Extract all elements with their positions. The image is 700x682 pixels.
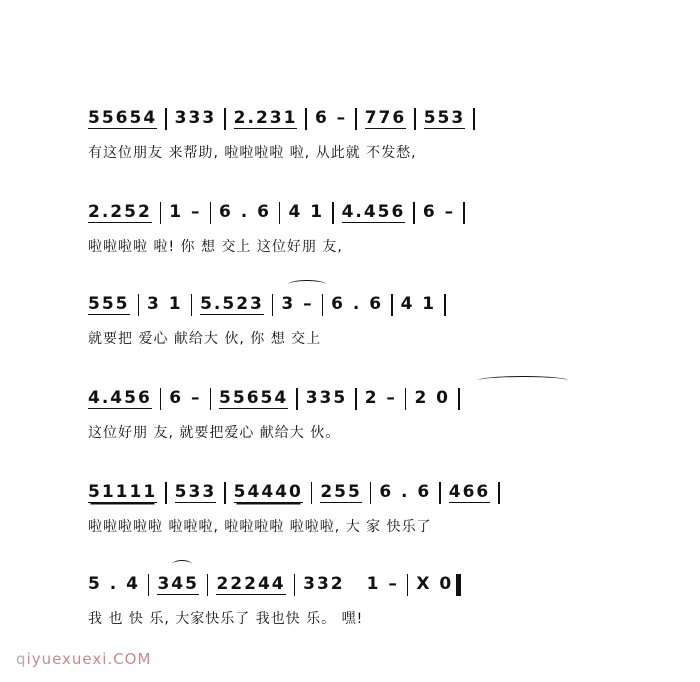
notes-line [88, 574, 469, 598]
measure: 6 – [422, 202, 456, 222]
measure: 51111 [88, 482, 158, 502]
measure: 2.252 [88, 202, 152, 222]
barline [332, 202, 334, 224]
barline [207, 574, 209, 596]
barline [191, 294, 193, 316]
barline [311, 482, 313, 504]
measure: 553 [423, 108, 466, 128]
barline [355, 388, 357, 410]
measure: 2 0 [414, 388, 451, 408]
measure: 6 – [314, 108, 348, 128]
measure: 332 [303, 574, 345, 594]
measure: 533 [174, 482, 217, 502]
barline [355, 108, 357, 130]
watermark-text: iyuexuexi.COM [26, 650, 152, 668]
measure: 6 . 6 [379, 482, 432, 502]
barline [210, 202, 212, 224]
barline [414, 108, 416, 130]
final-barline [456, 574, 461, 596]
measure: 54440 [233, 482, 303, 502]
measure: 6 – [169, 388, 202, 408]
barline [322, 294, 324, 316]
notes-line [88, 294, 454, 318]
barline [407, 574, 409, 596]
barline [413, 202, 415, 224]
measure: 333 [174, 108, 217, 128]
measure: 3 – [281, 294, 314, 314]
measure: 4.456 [341, 202, 406, 222]
measure: 1 – [366, 574, 399, 594]
measure: 55654 [88, 108, 158, 128]
measure: 255 [320, 482, 362, 502]
lyrics-line: 有这位朋友 来帮助, 啦啦啦啦 啦, 从此就 不发愁, [88, 145, 417, 161]
lyrics-line: 这位好朋 友, 就要把爱心 献给大 伙。 [88, 425, 341, 441]
barline [279, 202, 281, 224]
barline [498, 482, 500, 504]
measure: 335 [305, 388, 348, 408]
measure: 6 . 6 [331, 294, 384, 314]
barline [370, 482, 372, 504]
measure: 2 – [364, 388, 397, 408]
barline [405, 388, 407, 410]
barline [165, 482, 167, 504]
measure: 5.523 [200, 294, 264, 314]
measure: X 0 [416, 574, 454, 594]
lyrics-line: 啦啦啦啦啦 啦啦啦, 啦啦啦啦 啦啦啦, 大 家 快乐了 [88, 519, 432, 535]
measure: 55654 [219, 388, 289, 408]
barline [224, 482, 226, 504]
barline [296, 388, 298, 410]
barline [305, 108, 307, 130]
measure: 776 [364, 108, 407, 128]
barline [458, 388, 460, 410]
notes-line [88, 202, 473, 226]
barline [444, 294, 446, 316]
lyrics-line: 就要把 爱心 献给大 伙, 你 想 交上 [88, 331, 322, 347]
barline [148, 574, 150, 596]
barline [165, 108, 167, 130]
barline [272, 294, 274, 316]
measure: 4 1 [400, 294, 437, 314]
measure: 5 . 4 [88, 574, 140, 594]
barline [473, 108, 475, 130]
notes-line [88, 388, 468, 412]
barline [210, 388, 212, 410]
barline [160, 388, 162, 410]
barline [294, 574, 296, 596]
measure: 2.231 [233, 108, 298, 128]
barline [138, 294, 140, 316]
tie-arc [478, 376, 568, 385]
measure: 1 – [169, 202, 202, 222]
watermark-q: q [16, 650, 27, 668]
barline [160, 202, 162, 224]
notes-line [88, 108, 483, 132]
barline [391, 294, 393, 316]
barline [463, 202, 465, 224]
site-watermark [16, 650, 151, 668]
measure: 345 [157, 574, 199, 594]
measure: 22244 [216, 574, 286, 594]
measure: 4 1 [288, 202, 325, 222]
measure: 6 . 6 [219, 202, 271, 222]
notes-line [88, 482, 508, 506]
measure: 466 [448, 482, 491, 502]
barline [224, 108, 226, 130]
measure: 4.456 [88, 388, 152, 408]
lyrics-line: 我 也 快 乐, 大家快乐了 我也快 乐。 嘿! [88, 611, 364, 627]
lyrics-line: 啦啦啦啦 啦! 你 想 交上 这位好朋 友, [88, 239, 343, 255]
barline [439, 482, 441, 504]
measure: 555 [88, 294, 130, 314]
measure: 3 1 [147, 294, 183, 314]
tie-arc [172, 560, 192, 569]
tie-arc [288, 280, 326, 289]
